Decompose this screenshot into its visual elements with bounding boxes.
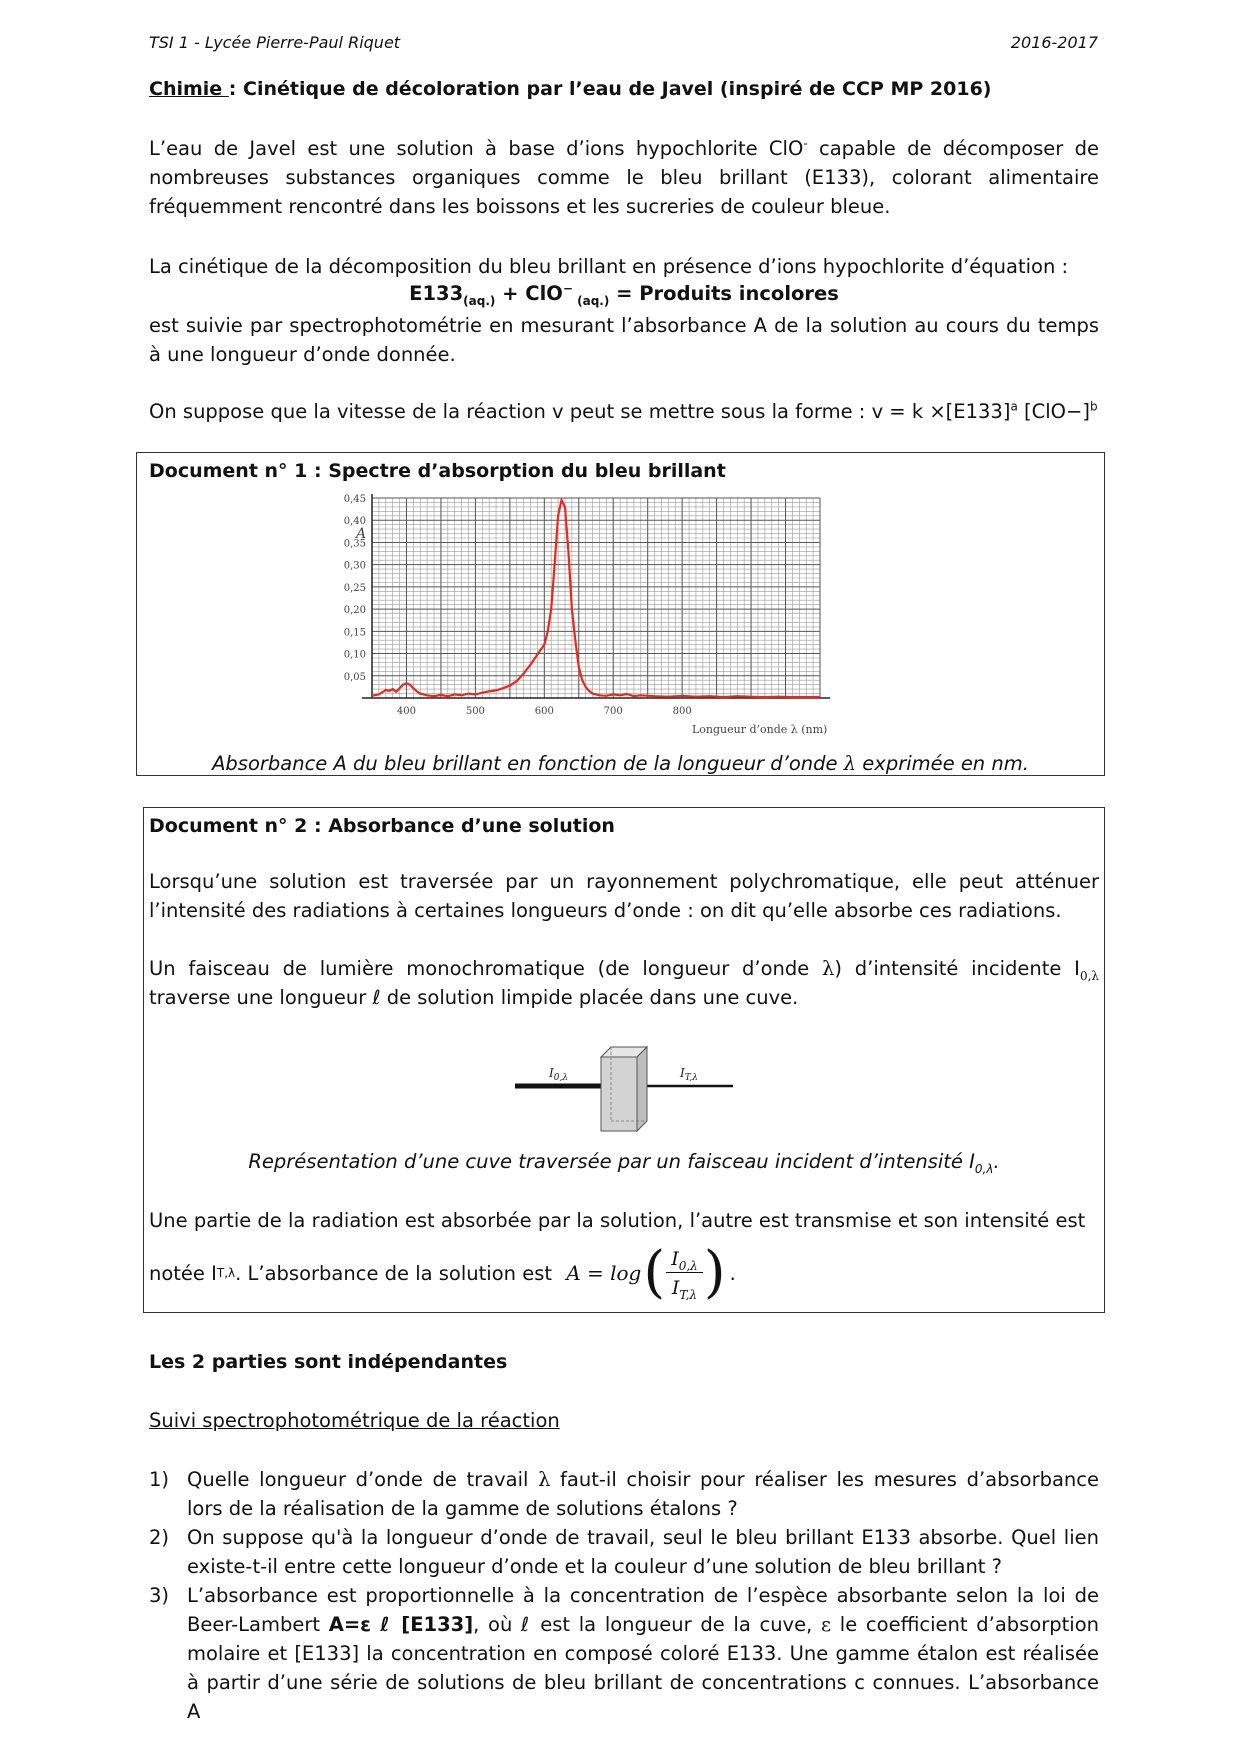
doc2-caption-b: . bbox=[993, 1150, 1000, 1173]
title-rest: : Cinétique de décoloration par l’eau de Javel (inspiré de CCP MP 2016) bbox=[228, 78, 992, 100]
y-tick-label: 0,20 bbox=[343, 605, 366, 617]
eq-clo: + ClO bbox=[495, 282, 563, 305]
doc1-caption-lambda: λ bbox=[843, 752, 857, 775]
chart-grid bbox=[372, 498, 820, 698]
intro-p1-sup: - bbox=[803, 136, 808, 151]
absorption-spectrum-chart bbox=[340, 490, 880, 740]
rate-law-sup-a: a bbox=[1010, 399, 1018, 414]
rate-law-paragraph bbox=[149, 397, 1099, 426]
intro-paragraph-2: La cinétique de la décomposition du bleu brillant en présence d’ions hypochlorite d’équation : bbox=[149, 255, 1069, 278]
y-tick-label: 0,35 bbox=[343, 538, 366, 550]
document-2-caption bbox=[143, 1150, 1105, 1176]
cuvette-diagram bbox=[505, 1035, 745, 1135]
question-3 bbox=[149, 1581, 1099, 1726]
y-tick-label: 0,45 bbox=[343, 494, 366, 505]
document-1-title: Document n° 1 : Spectre d’absorption du bleu brillant bbox=[149, 460, 726, 482]
y-tick-label: 0,10 bbox=[343, 649, 366, 661]
question-1-number: 1) bbox=[149, 1468, 170, 1491]
formula-lhs: A = log bbox=[566, 1261, 642, 1285]
eq-sub-aq-1: (aq.) bbox=[463, 293, 496, 308]
y-tick-labels bbox=[344, 494, 366, 683]
y-axis-label: A bbox=[356, 526, 367, 542]
y-tick-label: 0,05 bbox=[343, 671, 366, 683]
doc2-p2-a: Un faisceau de lumière monochromatique (de longueur d’onde bbox=[149, 957, 823, 980]
transmitted-intensity-label: $I_{T,\lambda}$ bbox=[680, 1066, 698, 1083]
y-tick-label: 0,40 bbox=[343, 516, 366, 528]
formula-paren-close: ) bbox=[703, 1240, 726, 1305]
rate-law-sup-b: b bbox=[1089, 399, 1098, 414]
doc2-p4-a: notée I bbox=[149, 1261, 217, 1285]
doc2-p2-b: ) d’intensité incidente I bbox=[834, 957, 1080, 980]
question-3-number: 3) bbox=[149, 1584, 170, 1607]
doc2-caption-sub: 0,λ bbox=[974, 1161, 994, 1176]
incident-intensity-label: $I_{0,\lambda}$ bbox=[549, 1066, 569, 1083]
question-2-number: 2) bbox=[149, 1526, 170, 1549]
question-1 bbox=[149, 1465, 1099, 1523]
section-title: Suivi spectrophotométrique de la réaction bbox=[149, 1409, 560, 1432]
eq-sup: − bbox=[562, 281, 573, 296]
parts-note: Les 2 parties sont indépendantes bbox=[149, 1351, 508, 1373]
header-left: TSI 1 - Lycée Pierre-Paul Riquet bbox=[149, 33, 401, 52]
question-3-text: L’absorbance est proportionnelle à la concentration de l’espèce absorbante selon la loi de Beer-Lambert A=ε ℓ [E133], où ℓ est la longueur de la cuve, ε le coefficient d’absorption molaire et [E133] la concentration en composé coloré E133. Une gamme étalon est réalisée à partir d’une série de solutions de bleu brillant de concentrations c connues. L’absorbance A bbox=[187, 1584, 1099, 1723]
y-tick-label: 0,15 bbox=[343, 627, 366, 639]
eq-e133: E133 bbox=[409, 282, 464, 305]
cuvette-front bbox=[601, 1057, 637, 1131]
x-tick-label: 700 bbox=[603, 706, 623, 717]
doc1-caption-b: exprimée en nm. bbox=[856, 752, 1029, 775]
absorbance-definition: notée I T,λ . L’absorbance de la solution est A = log ( $\frac{I_{0,\lambda}}{I_{T,\lambda}}$ ) . bbox=[149, 1240, 736, 1305]
eq-products: = Produits incolores bbox=[609, 282, 839, 305]
x-axis-label: Longueur d’onde λ (nm) bbox=[692, 723, 828, 736]
question-2 bbox=[149, 1523, 1099, 1581]
rate-law-b: [ClO−] bbox=[1017, 400, 1090, 423]
x-tick-label: 400 bbox=[396, 706, 417, 717]
formula-numerator: $I_{0,\lambda}$ bbox=[671, 1247, 698, 1273]
formula-fraction bbox=[665, 1247, 704, 1302]
eq-sub-aq-2: (aq.) bbox=[572, 293, 610, 308]
intro-paragraph-3: est suivie par spectrophotométrie en mesurant l’absorbance A de la solution au cours du temps à une longueur d’onde donnée. bbox=[149, 314, 1099, 366]
formula-denominator: $I_{T,\lambda}$ bbox=[666, 1272, 703, 1299]
reaction-equation bbox=[149, 281, 1099, 308]
question-2-text: On suppose qu'à la longueur d’onde de travail, seul le bleu brillant E133 absorbe. Quel lien existe-t-il entre cette longueur d’onde et la couleur d’une solution de bleu brillant ? bbox=[187, 1526, 1099, 1578]
doc2-p2-lambda: λ bbox=[822, 957, 835, 980]
x-tick-label: 800 bbox=[672, 706, 692, 717]
y-tick-label: 0,30 bbox=[343, 560, 366, 572]
x-tick-label: 500 bbox=[465, 706, 485, 717]
formula-paren-open: ( bbox=[643, 1240, 666, 1305]
doc1-caption-a: Absorbance A du bleu brillant en fonction de la longueur d’onde bbox=[212, 752, 844, 775]
spectrum-curve bbox=[372, 500, 820, 697]
document-2-paragraph-3: Une partie de la radiation est absorbée par la solution, l’autre est transmise et son intensité est bbox=[149, 1209, 1086, 1232]
rate-law-a: On suppose que la vitesse de la réaction v peut se mettre sous la forme : v = k ×[E133] bbox=[149, 400, 1011, 423]
document-2-paragraph-2 bbox=[149, 954, 1099, 1012]
title-subject: Chimie bbox=[149, 78, 229, 100]
doc2-p4-b: . L’absorbance de la solution est bbox=[235, 1261, 559, 1285]
document-2-paragraph-1: Lorsqu’une solution est traversée par un rayonnement polychromatique, elle peut atténuer l’intensité des radiations à certaines longueurs d’onde : on dit qu’elle absorbe ces radiations. bbox=[149, 870, 1099, 922]
page-title bbox=[149, 78, 992, 100]
cuvette-side bbox=[637, 1047, 647, 1131]
intro-p1-a: L’eau de Javel est une solution à base d’ions hypochlorite ClO bbox=[149, 137, 804, 160]
doc2-p2-sub: 0,λ bbox=[1079, 968, 1099, 983]
x-tick-label: 600 bbox=[534, 706, 554, 717]
doc2-p2-c: traverse une longueur ℓ de solution limpide placée dans une cuve. bbox=[149, 986, 799, 1009]
x-tick-labels bbox=[397, 706, 692, 717]
document-2-title: Document n° 2 : Absorbance d’une solution bbox=[149, 815, 615, 837]
y-tick-label: 0,25 bbox=[343, 582, 366, 594]
doc2-caption-a: Représentation d’une cuve traversée par un faisceau incident d’intensité I bbox=[248, 1150, 975, 1173]
intro-paragraph-1 bbox=[149, 134, 1099, 221]
document-1-caption bbox=[136, 752, 1105, 775]
formula-end: . bbox=[729, 1261, 736, 1285]
intro-p1-b: capable de décomposer de nombreuses substances organiques comme le bleu brillant (E133), colorant alimentaire fréquemment rencontré dans les boissons et les sucreries de couleur bleue. bbox=[149, 137, 1100, 218]
question-1-text: Quelle longueur d’onde de travail λ faut-il choisir pour réaliser les mesures d’absorbance lors de la réalisation de la gamme de solutions étalons ? bbox=[187, 1468, 1100, 1520]
chart-grid-major bbox=[372, 498, 820, 698]
header-right: 2016-2017 bbox=[1010, 33, 1098, 52]
